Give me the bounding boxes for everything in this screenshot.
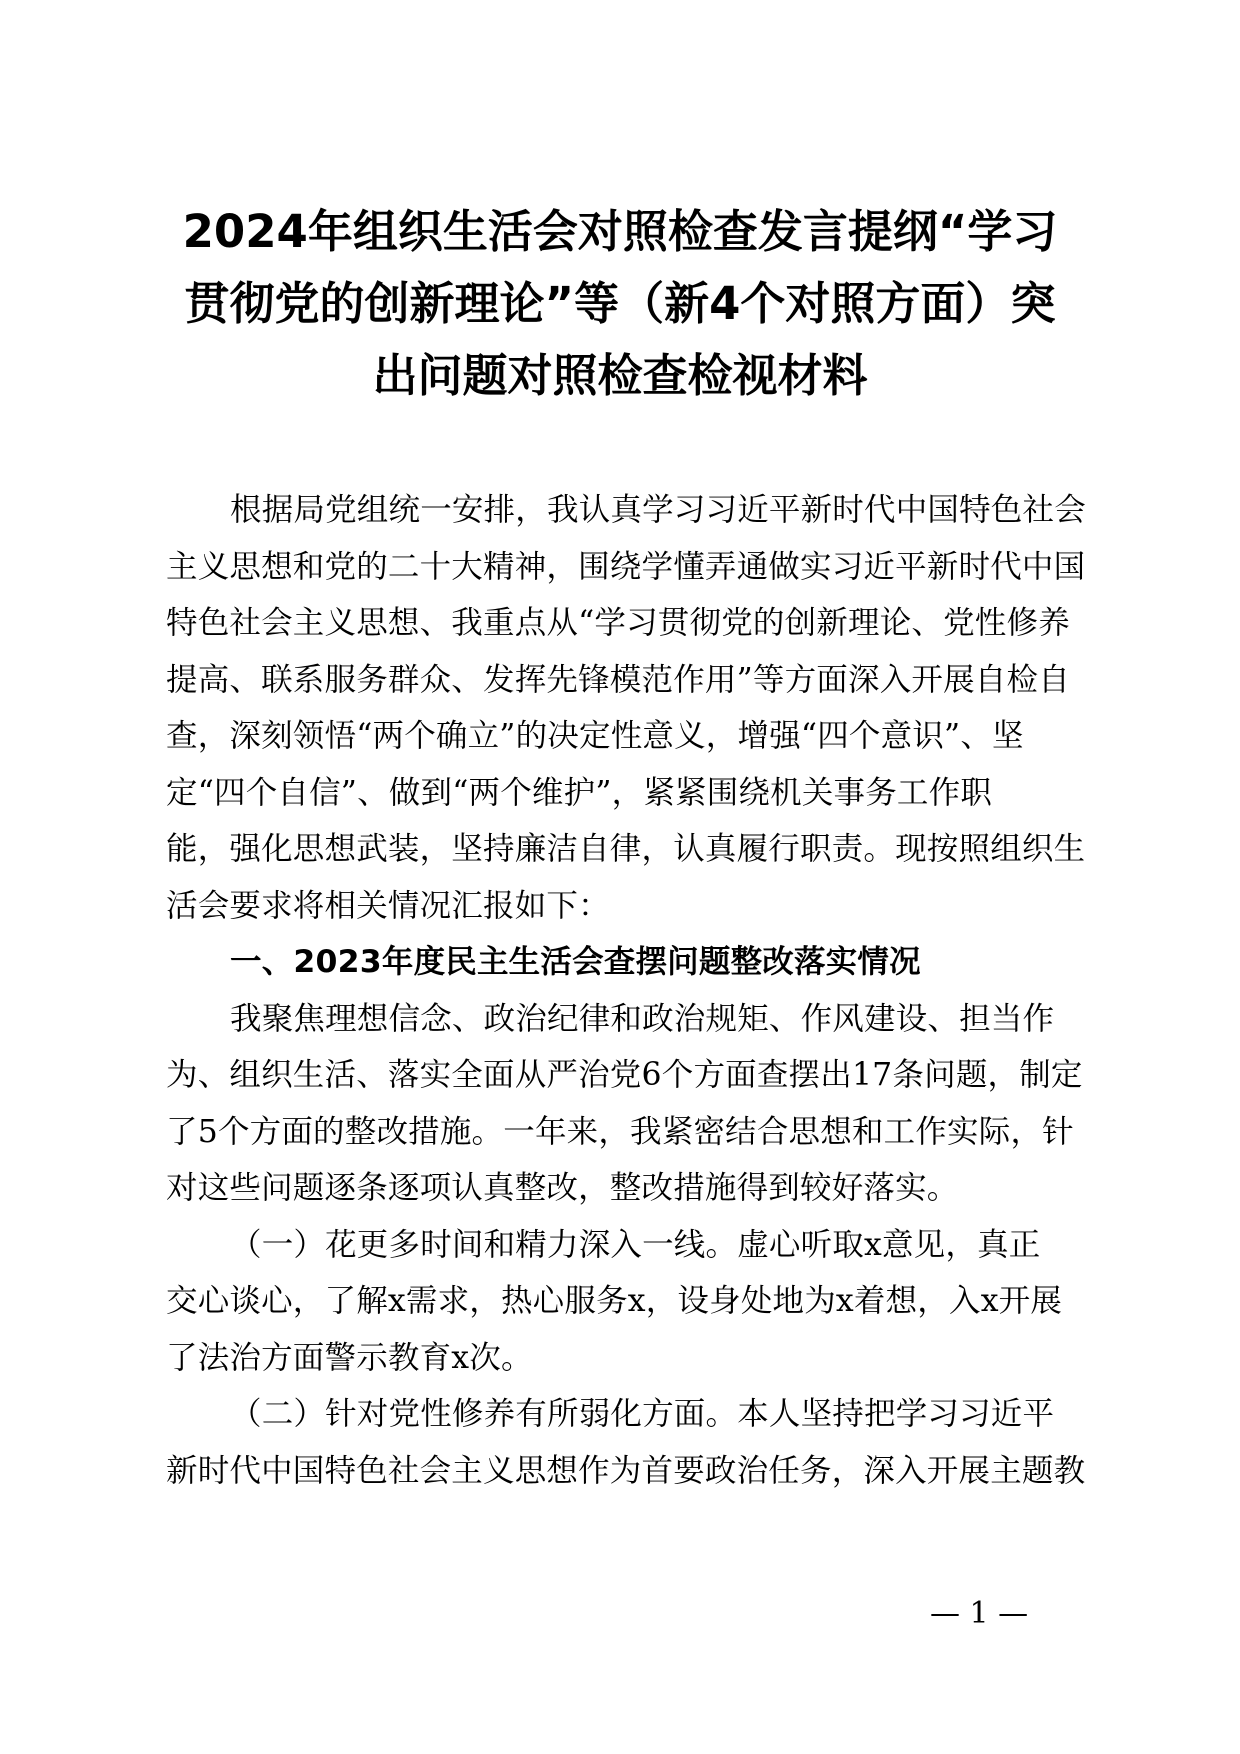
paragraph-line: 提高、联系服务群众、发挥先锋模范作用”等方面深入开展自检自 <box>166 661 1070 698</box>
paragraph-line: 活会要求将相关情况汇报如下： <box>166 887 610 924</box>
page-number: — 1 — <box>930 1596 1029 1631</box>
paragraph-line: 根据局党组统一安排，我认真学习习近平新时代中国特色社会 <box>230 492 1086 528</box>
body-paragraph <box>166 1386 1086 1499</box>
paragraph-line: （二）针对党性修养有所弱化方面。本人坚持把学习习近平 <box>230 1396 1055 1432</box>
paragraph-line: （一）花更多时间和精力深入一线。虚心听取x意见，真正 <box>230 1226 1041 1263</box>
paragraph-line: 交心谈心，了解x需求，热心服务x，设身处地为x着想，入x开展 <box>166 1283 1063 1319</box>
body-paragraph <box>166 1217 1076 1387</box>
title-line: 2024年组织生活会对照检查发言提纲“学习 <box>182 205 1058 258</box>
paragraph-line: 为、组织生活、落实全面从严治党6个方面查摆出17条问题，制定 <box>166 1057 1083 1093</box>
paragraph-line: 查，深刻领悟“两个确立”的决定性意义，增强“四个意识”、坚 <box>166 718 1024 754</box>
paragraph-line: 主义思想和党的二十大精神，围绕学懂弄通做实习近平新时代中国 <box>166 548 1086 585</box>
paragraph-line: 了法治方面警示教育x次。 <box>166 1339 533 1376</box>
paragraph-line: 了5个方面的整改措施。一年来，我紧密结合思想和工作实际，针 <box>166 1113 1074 1150</box>
paragraph-line: 对这些问题逐条逐项认真整改，整改措施得到较好落实。 <box>166 1170 959 1206</box>
section-heading <box>166 934 1076 991</box>
paragraph-line: 我聚焦理想信念、政治纪律和政治规矩、作风建设、担当作 <box>230 1000 1055 1037</box>
title-line: 出问题对照检查检视材料 <box>372 349 868 402</box>
paragraph-line: 能，强化思想武装，坚持廉洁自律，认真履行职责。现按照组织生 <box>166 831 1086 867</box>
paragraph-line: 新时代中国特色社会主义思想作为首要政治任务，深入开展主题教 <box>166 1452 1086 1489</box>
paragraph-line: 定“四个自信”、做到“两个维护”，紧紧围绕机关事务工作职 <box>166 774 993 811</box>
title-line: 贯彻党的创新理论”等（新4个对照方面）突 <box>184 277 1056 330</box>
paragraph-line: 一、2023年度民主生活会查摆问题整改落实情况 <box>230 944 921 980</box>
paragraph-line: 特色社会主义思想、我重点从“学习贯彻党的创新理论、党性修养 <box>166 605 1070 641</box>
document-body <box>166 482 1086 1499</box>
body-paragraph <box>166 991 1083 1217</box>
document-title <box>150 196 1090 412</box>
body-paragraph <box>166 482 1086 934</box>
